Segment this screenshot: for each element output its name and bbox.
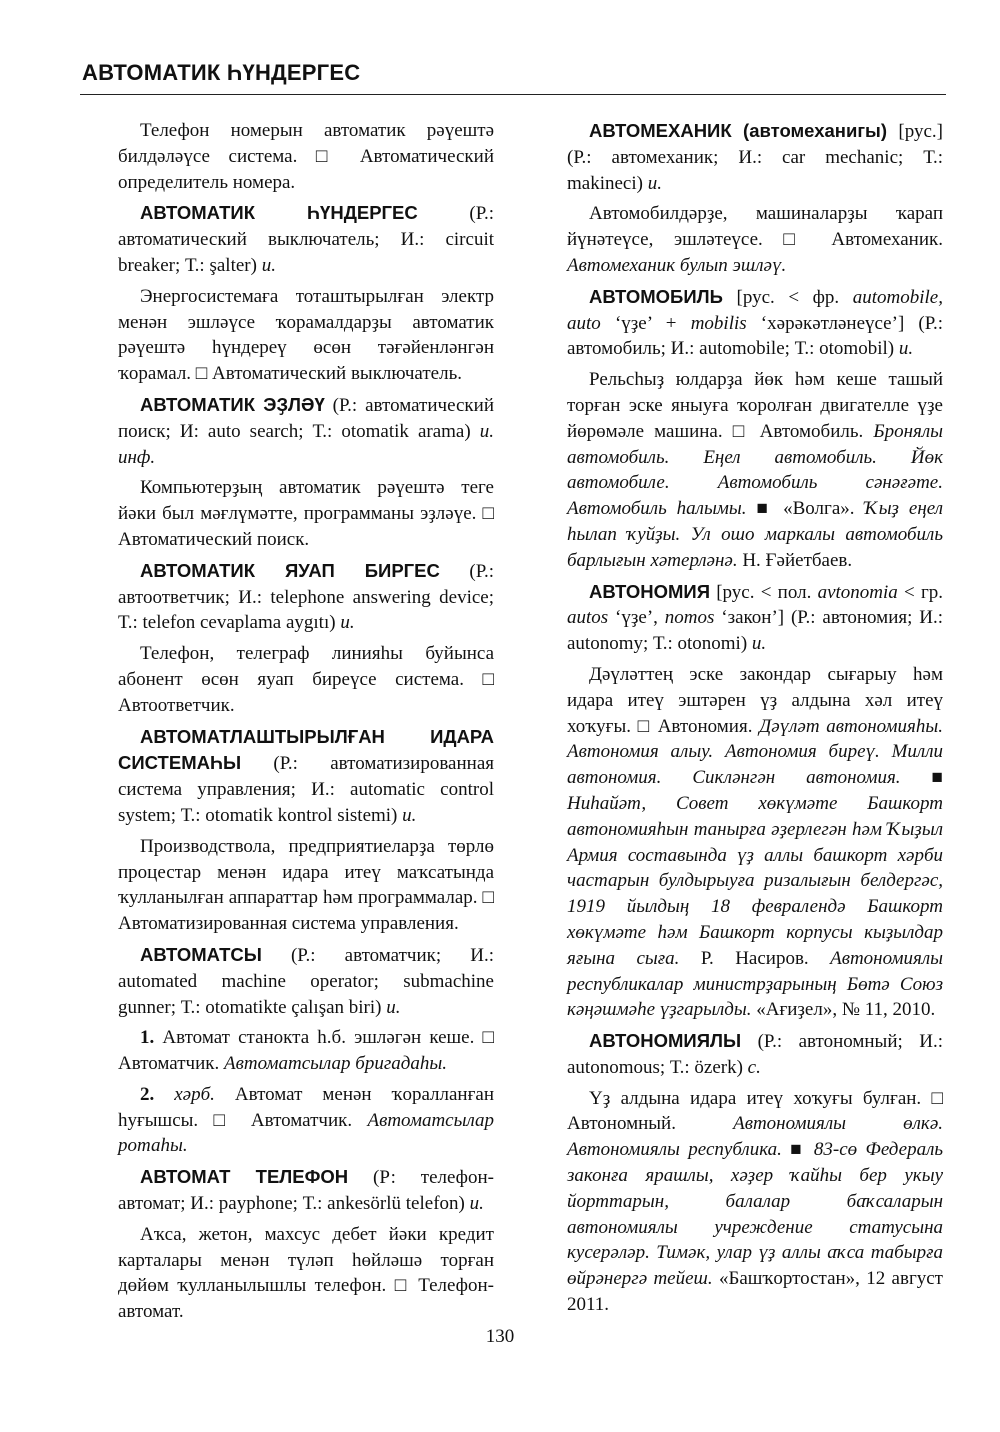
- italic-text: autos: [567, 607, 609, 629]
- italic-text: Автомеханик булып эшләү.: [567, 254, 787, 276]
- text-run: ■ «Волга».: [746, 498, 865, 520]
- text-run: (Р.: автоматический выключатель; И.: circuit breaker; Т.: şalter): [118, 203, 494, 276]
- text-run: [732, 121, 743, 142]
- left-column: [118, 118, 494, 1330]
- italic-text: и.: [751, 633, 767, 655]
- italic-text: mobilis: [690, 312, 747, 334]
- text-run: Энергосистемаға тоташтырылған электр менән эшләүсе ҡорамалдарҙы автоматик рәүештә һүндереү өсөн тәғәйенләнгән ҡорамал. □ Автоматический выключатель.: [118, 285, 494, 385]
- italic-text: и.: [340, 612, 355, 634]
- text-run: (Р.: автоответчик; И.: telephone answering device; Т.: telefon cevaplama aygıtı): [118, 560, 494, 634]
- italic-text: и. инф.: [118, 420, 494, 468]
- entry-text-paragraph: [118, 641, 494, 718]
- headword: АВТОНОМИЯ: [589, 580, 710, 602]
- italic-text: Дәүләт автономияһы. Автономия алыу. Автономия биреү. Милли автономия. Сикләнгән автономия.: [567, 715, 943, 789]
- entry-text-paragraph: [567, 367, 943, 573]
- italic-text: и.: [469, 1193, 484, 1215]
- right-column: [567, 118, 943, 1323]
- italic-text: avtonomia: [817, 581, 898, 603]
- text-run: (Р.: автоматический поиск; И: auto search; Т.: otomatik arama): [118, 394, 494, 442]
- text-run: ■: [900, 767, 943, 789]
- italic-text: Бронялы автомобиль. Еңел автомобиль. Йөк автомобиле. Автомобиль сәнәғәте. Автомобиль һалымы.: [567, 420, 943, 520]
- headword: АВТОМАТ ТЕЛЕФОН: [140, 1166, 349, 1188]
- headword: АВТОМАТИК ЯУАП БИРГЕС: [140, 559, 440, 581]
- text-run: (Р.: автоматчик; И.: automated machine operator; submachine gunner; Т.: otomatikte çalışan biri): [118, 944, 494, 1018]
- italic-text: с.: [747, 1056, 761, 1078]
- entry-text-paragraph: [118, 834, 494, 937]
- text-run: Автомат станокта һ.б. эшләгән кеше. □ Автоматчик.: [118, 1027, 494, 1075]
- header-rule: [80, 94, 946, 95]
- italic-text: и.: [402, 804, 417, 826]
- sense-number: 2.: [140, 1083, 155, 1105]
- italic-text: 83-сө Федераль законға ярашлы, хәҙер ҡайһы бер укыу йорттарын, балалар баҡсаларын автономиялы учреждение статусына кусерәләр. Тимәк, улар үҙ аллы аҡса табырға өйрәнергә тейеш.: [567, 1139, 943, 1290]
- text-run: Телефон номерын автоматик рәүештә билдәләүсе система. □ Автоматический определитель номера.: [118, 120, 494, 193]
- text-run: ‘хәрәкәтләнеүсе’] (Р.: автомобиль; И.: automobile; Т.: otomobil): [567, 312, 943, 360]
- entry-heading-paragraph: [118, 724, 494, 829]
- text-run: [рус. < пол.: [710, 581, 818, 603]
- entry-text-paragraph: [567, 662, 943, 1023]
- headword: (автомеханигы): [743, 120, 888, 141]
- text-run: ■: [781, 1139, 814, 1161]
- entry-text-paragraph: [118, 118, 494, 195]
- text-run: ‘закон’] (Р.: автономия; И.: autonomy; Т.: otonomi): [567, 607, 944, 655]
- entry-text-paragraph: [118, 475, 494, 552]
- text-run: Р. Насиров.: [679, 947, 831, 969]
- headword: АВТОМАТИК ҺҮНДЕРГЕС: [140, 202, 418, 224]
- text-run: Рельсһыҙ юлдарҙа йөк һәм кеше ташый торған эске яныуға ҡоролған двигателле үҙе йөрөмәле машина. □ Автомобиль.: [567, 369, 943, 442]
- headword: АВТОМЕХАНИК: [589, 120, 732, 141]
- italic-text: nomos: [664, 607, 715, 629]
- entry-heading-paragraph: [567, 284, 943, 362]
- text-run: Аҡса, жетон, махсус дебет йәки кредит карталары менән түләп һөйләшә торған дөйөм ҡулланылышлы телефон. □ Телефон-автомат.: [118, 1223, 494, 1323]
- italic-text: automobile, auto: [567, 286, 943, 334]
- text-run: Компьютерҙың автоматик рәүештә теге йәки был мәғлүмәтте, программаны эҙләүе. □ Автоматический поиск.: [118, 477, 494, 550]
- headword: АВТОМАТСЫ: [140, 943, 262, 965]
- entry-text-paragraph: [118, 1222, 494, 1325]
- page-number: 130: [485, 1326, 515, 1347]
- headword: АВТОМАТИК ЭҘЛӘҮ: [140, 393, 325, 415]
- text-run: [154, 1084, 174, 1105]
- entry-heading-paragraph: [118, 558, 494, 636]
- entry-text-paragraph: [567, 1086, 943, 1318]
- italic-text: и.: [261, 254, 276, 276]
- text-run: «Ағиҙел», № 11, 2010.: [751, 999, 936, 1021]
- text-run: (Р.: автономный; И.: autonomous; Т.: özerk): [567, 1031, 943, 1078]
- running-head: АВТОМАТИК ҺҮНДЕРГЕС: [82, 60, 361, 85]
- italic-text: хәрб.: [174, 1083, 215, 1105]
- text-run: (Р: телефон-автомат; И.: payphone; Т.: ankesörlü telefon): [118, 1167, 494, 1215]
- entry-text-paragraph: [118, 1082, 494, 1159]
- text-run: Автомат менән ҡоралланған һуғышсы. □ Автоматчик.: [118, 1083, 494, 1131]
- text-run: Производствола, предприятиеларҙа төрлө процестар менән идара итеү маҡсатында ҡулланылған аппараттар һәм программалар. □ Автоматизированная система управления.: [118, 835, 494, 935]
- italic-text: и.: [898, 338, 914, 360]
- text-run: «Башҡортостан», 12 август 2011.: [567, 1268, 943, 1316]
- headword: АВТОНОМИЯЛЫ: [589, 1030, 742, 1052]
- text-run: ‘үҙе’ +: [600, 312, 691, 334]
- italic-text: Автономиялы өлкә. Автономиялы республика.: [567, 1113, 943, 1161]
- italic-text: и.: [386, 996, 401, 1018]
- entry-heading-paragraph: [118, 200, 494, 278]
- text-run: Н. Ғәйетбаев.: [737, 549, 853, 571]
- headword: АВТОМАТЛАШТЫРЫЛҒАН ИДАРА СИСТЕМАҺЫ: [118, 725, 494, 774]
- entry-text-paragraph: [118, 1025, 494, 1077]
- entry-heading-paragraph: [118, 942, 494, 1020]
- italic-text: Автоматсылар ротаһы.: [118, 1109, 494, 1157]
- entry-heading-paragraph: [118, 1164, 494, 1217]
- text-run: ‘үҙе’,: [608, 607, 665, 629]
- text-run: (Р.: автоматизированная система управления; И.: automatic control system; Т.: otomatik kontrol sistemi): [118, 753, 494, 826]
- text-run: Дәүләттең эске закондар сығарыу һәм идара итеү эштәрен үҙ алдына хәл итеү хоҡуғы. □ Автономия.: [567, 663, 943, 737]
- italic-text: Автоматсылар бригадаһы.: [224, 1053, 447, 1075]
- text-run: Автомобилдәрҙе, машиналарҙы ҡарап йүнәтеүсе, эшләтеүсе. □ Автомеханик.: [567, 203, 943, 251]
- italic-text: Автономиялы республикалар министрҙарының Бөтә Союз кәңәшмәһе үҙгарылды.: [567, 947, 943, 1021]
- italic-text: Ҡыҙ еңел һылап ҡуйҙы. Ул ошо маркалы автомобиль барлығын хәтерләнә.: [567, 498, 944, 571]
- italic-text: и.: [647, 172, 662, 194]
- text-run: [рус. < фр.: [722, 286, 853, 308]
- entry-text-paragraph: [118, 284, 494, 387]
- text-run: Үҙ алдына идара итеү хоҡуғы булған. □ Автономный.: [567, 1087, 943, 1135]
- sense-number: 1.: [140, 1027, 155, 1049]
- headword: АВТОМОБИЛЬ: [589, 285, 723, 307]
- italic-text: Ниһайәт, Совет хөкүмәте Башкорт автономияһын танырға әҙерлегән һәм Ҡыҙыл Армия составында үҙ аллы башкорт хәрби частарын булдырыуға ризалығын белдергәс, 1919 йылдың 18 февралендә Башкорт хөкүмәте һәм Башкорт корпусы кыҙылдар яғына сыға.: [567, 792, 943, 969]
- entry-heading-paragraph: [567, 1028, 943, 1081]
- entry-heading-paragraph: [118, 392, 494, 470]
- entry-heading-paragraph: [567, 579, 943, 657]
- text-run: Телефон, телеграф линияһы буйынса абонент өсөн яуап биреүсе система. □ Автоответчик.: [118, 643, 494, 716]
- entry-text-paragraph: [567, 201, 943, 278]
- text-run: [рус.] (Р.: автомеханик; И.: car mechanic; Т.: makineci): [567, 121, 944, 194]
- text-run: < гр.: [897, 581, 944, 603]
- entry-heading-paragraph: [567, 118, 943, 196]
